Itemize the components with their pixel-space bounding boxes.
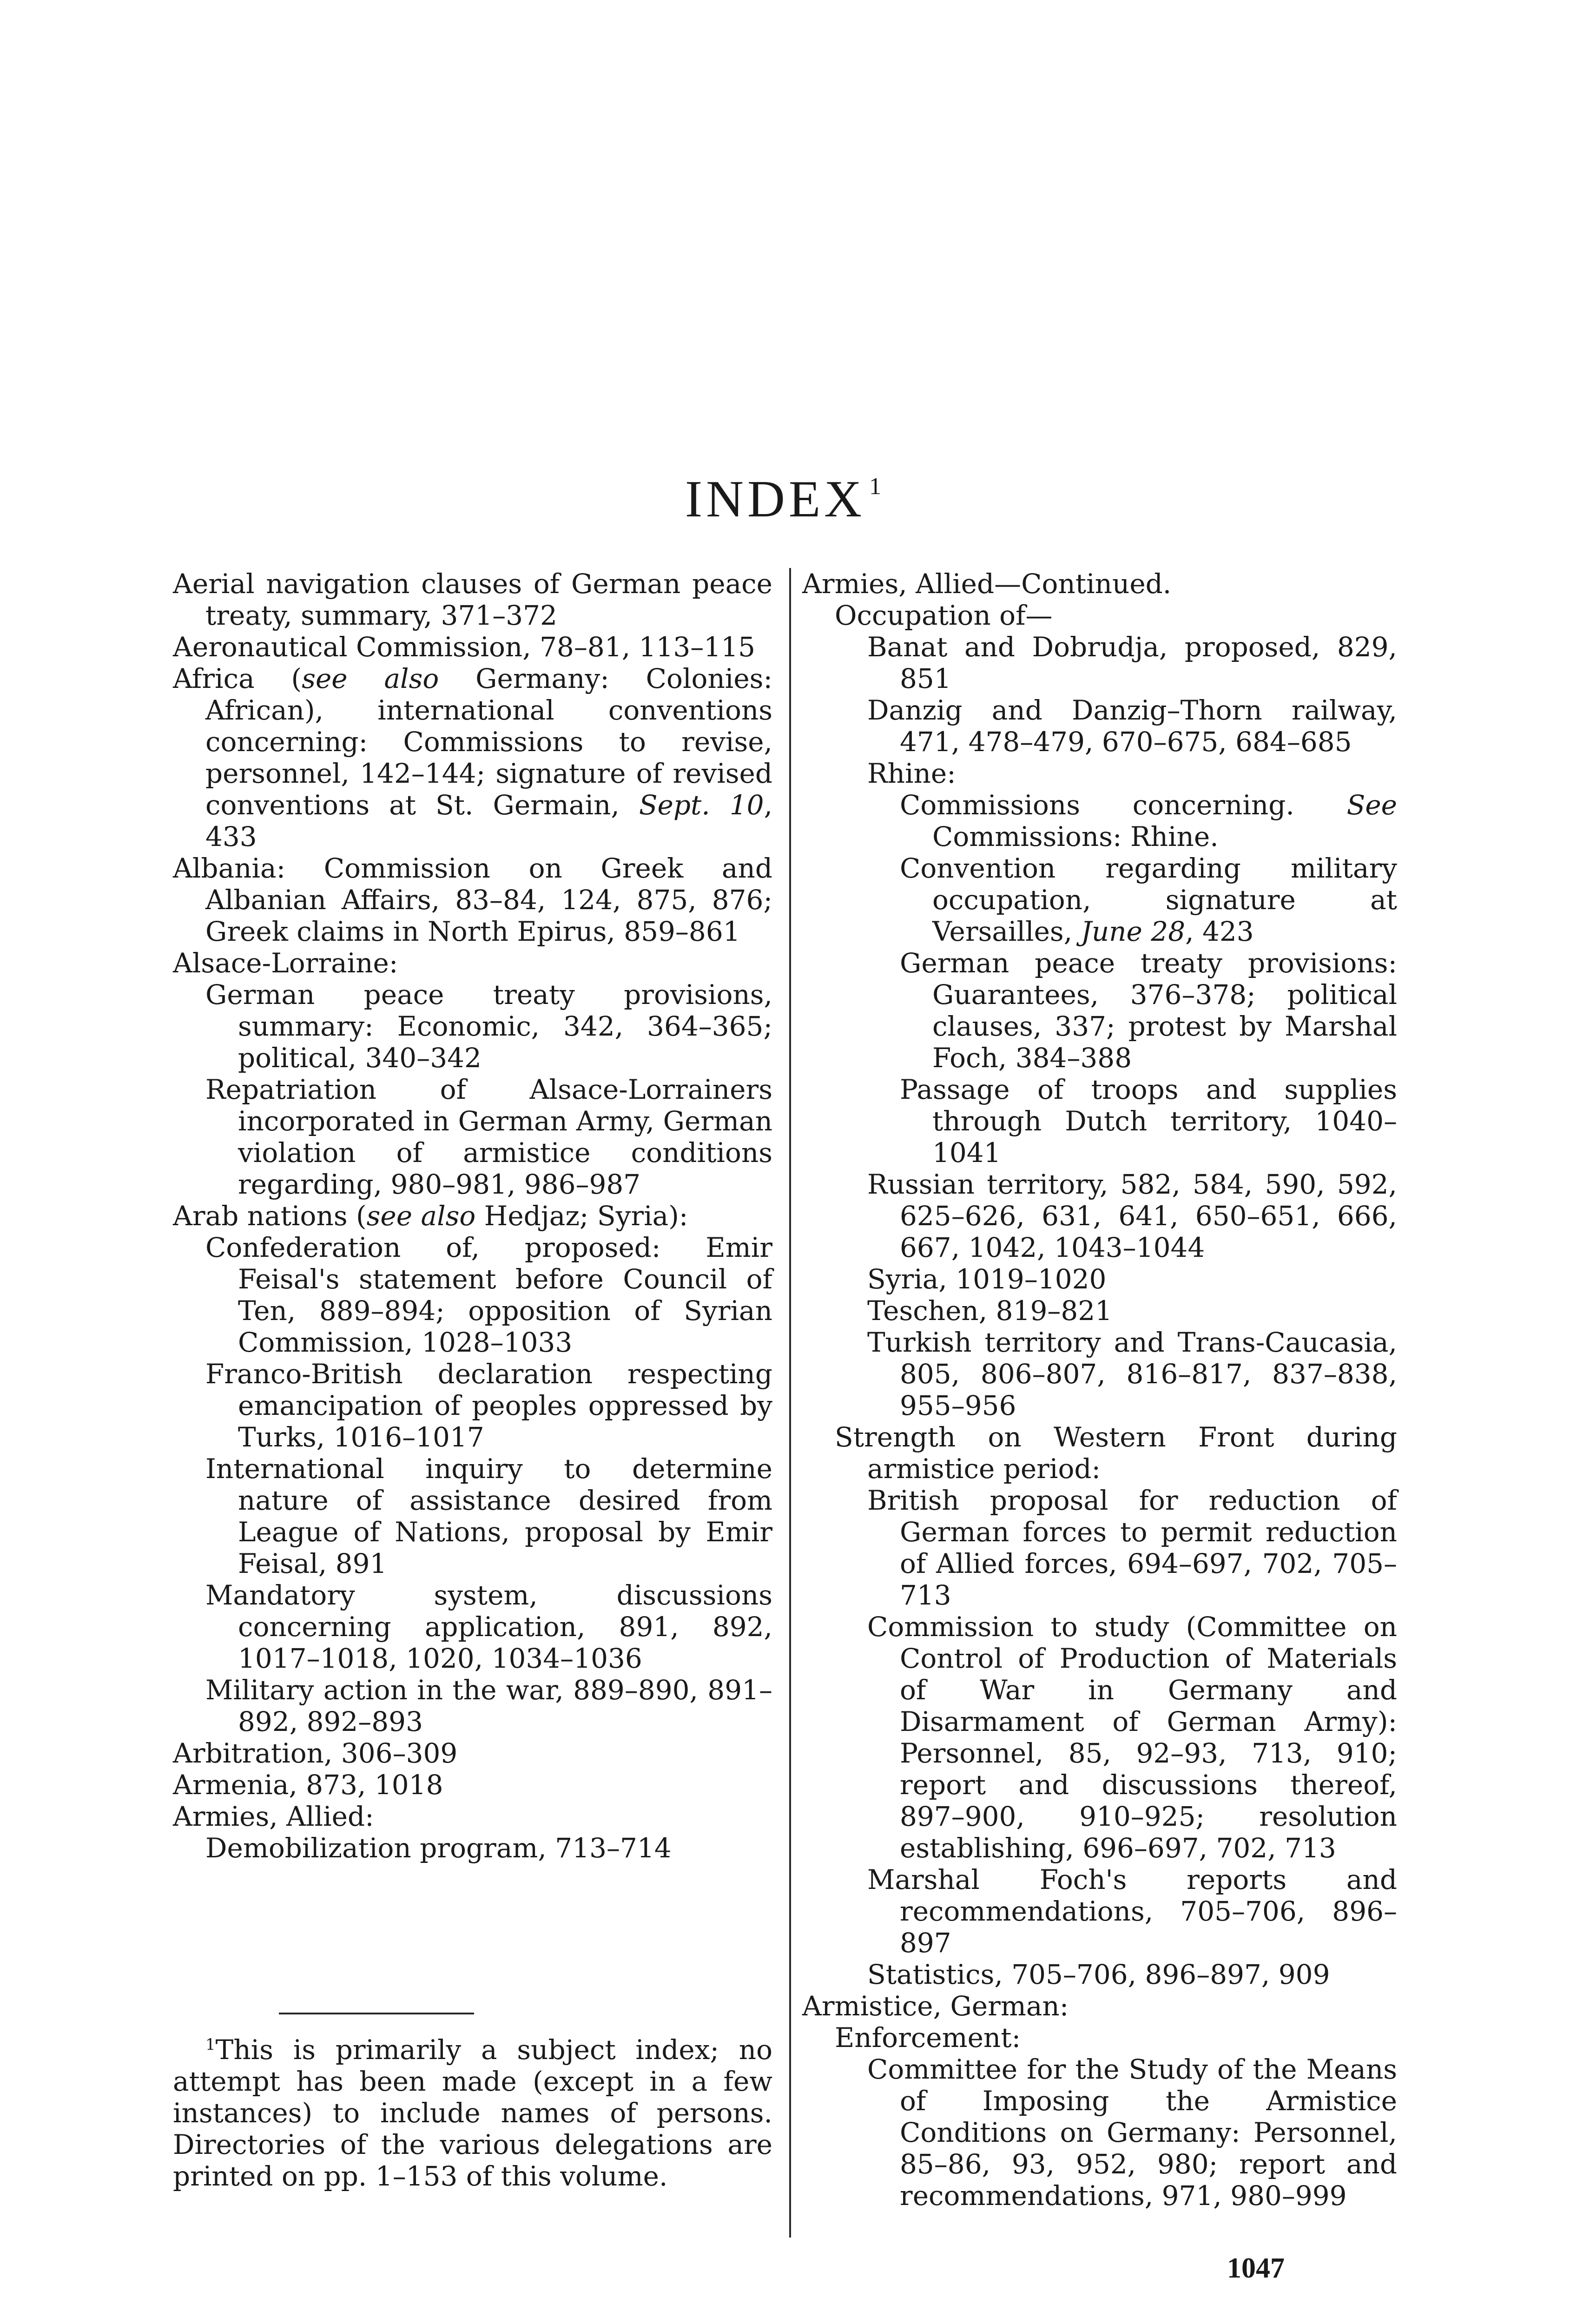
index-entry-text: See xyxy=(1346,789,1397,821)
index-column-left xyxy=(173,568,772,1864)
title-text: INDEX xyxy=(685,470,866,528)
index-entry-text: Demobilization program, 713–714 xyxy=(205,1832,672,1864)
index-entry-text: Mandatory system, discussions concerning application, 891, 892, 1017–1018, 1020, 1034–1036 xyxy=(205,1579,772,1674)
index-entry xyxy=(173,1737,772,1769)
index-entry-text: Syria, 1019–1020 xyxy=(867,1263,1107,1295)
index-entry-text: June 28 xyxy=(1081,916,1186,947)
index-entry-text: Statistics, 705–706, 896–897, 909 xyxy=(867,1959,1330,1990)
page-title xyxy=(0,469,1570,529)
index-entry-text: Marshal Foch's reports and recommendations, 705–706, 896–897 xyxy=(867,1864,1397,1959)
index-entry xyxy=(802,631,1397,694)
index-entry-text: Committee for the Study of the Means of Imposing the Armistice Conditions on Germany: Personnel, 85–86, 93, 952, 980; report and recommendations, 971, 980–999 xyxy=(867,2053,1397,2212)
index-entry xyxy=(802,1485,1397,1611)
index-entry xyxy=(173,1674,772,1737)
index-entry-text: Arab nations ( xyxy=(173,1200,367,1232)
index-entry xyxy=(173,1801,772,1832)
index-entry-text: Repatriation of Alsace-Lorrainers incorporated in German Army, German violation of armistice conditions regarding, 980–981, 986–987 xyxy=(205,1074,772,1200)
index-entry xyxy=(173,1232,772,1358)
index-entry xyxy=(173,1200,772,1232)
index-entry xyxy=(173,631,772,663)
index-entry xyxy=(802,1295,1397,1327)
page-number: 1047 xyxy=(1227,2252,1285,2284)
index-entry-text: Arbitration, 306–309 xyxy=(173,1737,458,1769)
index-entry-text: Convention regarding military occupation, signature at Versailles, xyxy=(900,852,1397,947)
index-entry-text: Sept. 10 xyxy=(639,789,764,821)
index-entry-text: Enforcement: xyxy=(835,2022,1021,2053)
index-entry-text: Albania: Commission on Greek and Albanian Affairs, 83–84, 124, 875, 876; Greek claims in North Epirus, 859–861 xyxy=(173,852,772,947)
index-entry-text: , 423 xyxy=(1185,916,1254,947)
index-entry xyxy=(802,947,1397,1074)
index-entry-text: see also xyxy=(302,663,439,694)
index-entry-text: Rhine: xyxy=(867,758,956,789)
index-entry-text: Alsace-Lorraine: xyxy=(173,947,398,979)
index-column-right xyxy=(802,568,1397,2212)
index-entry-text: German peace treaty provisions: Guarantees, 376–378; political clauses, 337; protest by Marshal Foch, 384–388 xyxy=(900,947,1397,1074)
index-entry-text: Armistice, German: xyxy=(802,1990,1069,2022)
index-entry xyxy=(173,1769,772,1801)
index-entry xyxy=(802,1074,1397,1169)
index-entry xyxy=(802,1169,1397,1263)
index-entry-text: German peace treaty provisions, summary: Economic, 342, 364–365; political, 340–342 xyxy=(205,979,772,1074)
index-entry-text: Armies, Allied—Continued. xyxy=(802,568,1172,600)
index-entry xyxy=(802,1327,1397,1421)
footnote-text: This is primarily a subject index; no attempt has been made (except in a few instances) to include names of persons. Directories of the various delegations are printed on pp. 1–153 of this volume. xyxy=(173,2034,772,2192)
index-entry-text: , 433 xyxy=(205,789,772,852)
index-entry xyxy=(173,568,772,631)
index-entry-text: Hedjaz; Syria): xyxy=(475,1200,688,1232)
index-entry-text: Teschen, 819–821 xyxy=(867,1295,1113,1327)
index-entry xyxy=(802,694,1397,758)
index-entry xyxy=(173,1453,772,1579)
index-entry xyxy=(802,568,1397,600)
index-entry-text: Armies, Allied: xyxy=(173,1801,374,1832)
index-entry xyxy=(802,1990,1397,2022)
footnote-mark: 1 xyxy=(205,2035,216,2054)
index-entry-text: Danzig and Danzig–Thorn railway, 471, 478–479, 670–675, 684–685 xyxy=(867,694,1397,758)
index-entry xyxy=(173,1358,772,1453)
index-entry xyxy=(802,1611,1397,1864)
index-entry xyxy=(802,2053,1397,2212)
index-entry-text: Aerial navigation clauses of German peace treaty, summary, 371–372 xyxy=(173,568,772,631)
index-entry xyxy=(802,758,1397,789)
footnote xyxy=(173,2029,772,2192)
index-entry-text: Africa ( xyxy=(173,663,302,694)
index-entry xyxy=(802,1959,1397,1990)
index-entry-text: Commissions: Rhine. xyxy=(932,821,1219,852)
index-entry xyxy=(173,852,772,947)
index-entry-text: Turkish territory and Trans-Caucasia, 805, 806–807, 816–817, 837–838, 955–956 xyxy=(867,1327,1397,1421)
index-entry-text: British proposal for reduction of German forces to permit reduction of Allied forces, 694–697, 702, 705–713 xyxy=(867,1485,1397,1611)
index-entry-text: Occupation of— xyxy=(835,600,1053,631)
index-entry-text: International inquiry to determine nature of assistance desired from League of Nations, proposal by Emir Feisal, 891 xyxy=(205,1453,772,1579)
index-entry xyxy=(173,1832,772,1864)
index-entry xyxy=(802,1263,1397,1295)
index-entry-text: Germany: Colonies: African), international conventions concerning: Commissions to revise, personnel, 142–144; signature of revised conventions at St. Germain, xyxy=(205,663,772,821)
index-entry xyxy=(802,1421,1397,1485)
index-entry-text: Armenia, 873, 1018 xyxy=(173,1769,443,1801)
index-entry xyxy=(173,1074,772,1200)
index-entry-text: Strength on Western Front during armistice period: xyxy=(835,1421,1397,1485)
index-entry xyxy=(802,1864,1397,1959)
index-entry-text: Commission to study (Committee on Control of Production of Materials of War in Germany and Disarmament of German Army): Personnel, 85, 92–93, 713, 910; report and discussions thereof, 897–900, 910–925; resolution establishing, 696–697, 702, 713 xyxy=(867,1611,1397,1864)
index-entry xyxy=(173,947,772,979)
footnote-divider xyxy=(279,2013,474,2014)
index-entry-text: Commissions concerning. xyxy=(900,789,1347,821)
column-divider xyxy=(789,568,791,2238)
index-entry-text: Military action in the war, 889–890, 891–892, 892–893 xyxy=(205,1674,772,1737)
index-entry-text: see also xyxy=(366,1200,476,1232)
index-entry xyxy=(173,1579,772,1674)
index-entry xyxy=(802,789,1397,852)
index-entry-text: Aeronautical Commission, 78–81, 113–115 xyxy=(173,631,756,663)
index-entry xyxy=(802,852,1397,947)
index-entry-text: Passage of troops and supplies through Dutch territory, 1040–1041 xyxy=(900,1074,1397,1169)
index-entry-text: Confederation of, proposed: Emir Feisal's statement before Council of Ten, 889–894; opposition of Syrian Commission, 1028–1033 xyxy=(205,1232,772,1358)
index-entry xyxy=(173,663,772,852)
index-entry-text: Franco-British declaration respecting emancipation of peoples oppressed by Turks, 1016–1017 xyxy=(205,1358,772,1453)
index-entry-text: Banat and Dobrudja, proposed, 829, 851 xyxy=(867,631,1397,694)
index-entry xyxy=(173,979,772,1074)
index-entry-text: Russian territory, 582, 584, 590, 592, 625–626, 631, 641, 650–651, 666, 667, 1042, 1043–1044 xyxy=(867,1169,1397,1263)
title-footnote-mark: 1 xyxy=(869,473,885,500)
index-entry xyxy=(802,2022,1397,2053)
index-entry xyxy=(802,600,1397,631)
